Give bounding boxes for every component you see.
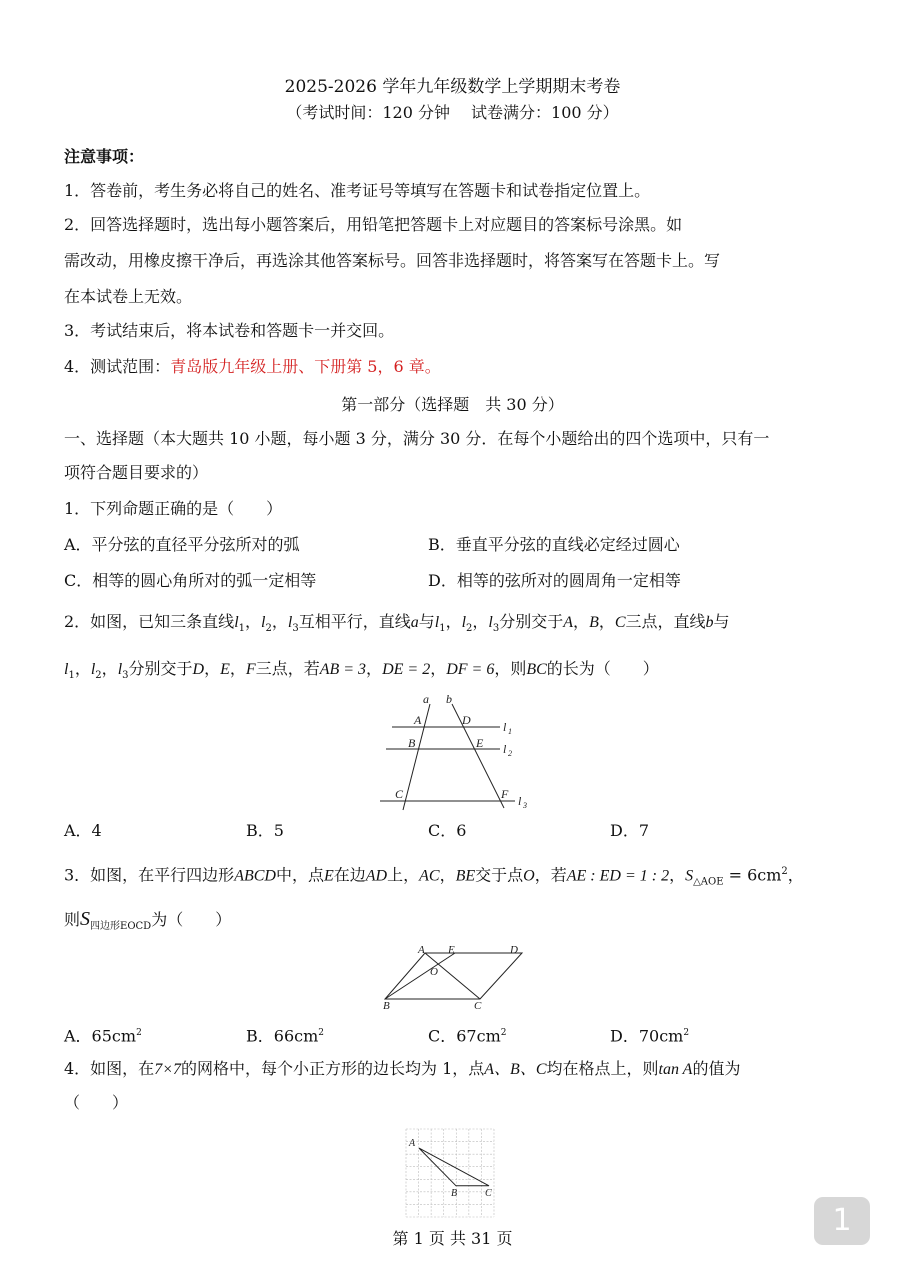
label-A: A [418,944,425,956]
exam-subtitle: （考试时间：120 分钟 试卷满分：100 分） [286,103,619,122]
label-l3: l [518,794,522,808]
triangle-abc [419,1148,489,1186]
q2-option-c[interactable]: C．6 [428,821,467,840]
notice-item-4 [64,356,441,378]
section-instruction-line-2: 项符合题目要求的） [64,463,209,482]
label-a: a [423,692,429,706]
label-D: D [510,944,518,956]
svg-text:3: 3 [523,801,527,810]
label-b: b [446,692,452,706]
label-D: D [462,713,471,727]
notice-item-2-line-2: 需改动，用橡皮擦干净后，再选涂其他答案标号。回答非选择题时，将答案写在答题卡上。写 [64,251,721,270]
q2-stem-line-1: 2．如图，已知三条直线$l_1$，$l_2$，$l_3$互相平行，直线a与$l_1$，$l_2$，$l_3$分别交于A，B，C三点，直线b与 [64,612,730,635]
q1-option-c[interactable]: C．相等的圆心角所对的弧一定相等 [64,571,317,590]
label-E: E [448,944,455,956]
exam-title: 2025-2026 学年九年级数学上学期期末考卷 [284,77,621,97]
q3-parallelogram-figure [375,943,535,1011]
notice-item-2-line-3: 在本试卷上无效。 [64,287,193,306]
q3-option-c[interactable]: C．$67cm^2$ [428,1026,507,1046]
line-b [452,704,504,808]
notice-item-2-line-1: 2．回答选择题时，选出每小题答案后，用铅笔把答题卡上对应题目的答案标号涂黑。如 [64,215,683,234]
segment-be [385,953,455,999]
test-range: 青岛版九年级上册、下册第 5，6 章。 [170,357,441,376]
label-B: B [383,1000,390,1011]
label-l2: l [503,742,507,756]
notice-item-3: 3．考试结束后，将本试卷和答题卡一并交回。 [64,321,395,340]
notice-item-1: 1．答卷前，考生务必将自己的姓名、准考证号等填写在答题卡和试卷指定位置上。 [64,181,651,200]
q1-stem: 1．下列命题正确的是（ ） [64,499,283,518]
label-O: O [430,966,438,978]
label-B: B [408,736,416,750]
label-C: C [395,787,404,801]
q4-stem-line-2: （ ） [64,1093,129,1112]
svg-text:2: 2 [508,749,512,758]
q2-option-b[interactable]: B．5 [246,821,284,840]
part1-heading: 第一部分（选择题 共 30 分） [341,395,564,414]
section-instruction-line-1: 一、选择题（本大题共 10 小题，每小题 3 分，满分 30 分．在每个小题给出的四个选项中，只有一 [64,429,770,448]
q3-option-a[interactable]: A．$65cm^2$ [64,1026,142,1046]
svg-text:1: 1 [508,727,512,736]
q2-stem-line-2: $l_1$，$l_2$，$l_3$分别交于D，E，F三点，若AB = 3，DE = 2，DF = 6，则BC的长为（ ） [64,659,659,682]
label-A: A [409,1138,416,1149]
page-number-badge[interactable]: 1 [814,1197,870,1245]
grid-lines [406,1129,494,1217]
label-C: C [485,1188,492,1199]
q1-option-b[interactable]: B．垂直平分弦的直线必定经过圆心 [428,535,680,554]
q2-option-d[interactable]: D．7 [610,821,650,840]
q4-grid-figure [404,1124,504,1218]
page-footer: 第 1 页 共 31 页 [392,1229,513,1248]
q3-stem-line-1: 3．如图，在平行四边形ABCD中，点E在边AD上，AC，BE交于点O，若AE : ED = 1 : 2，$S_{\triangle AOE} = 6cm^2$， [64,865,804,888]
notice-item-4-prefix: 4．测试范围： [64,357,171,376]
q2-parallel-lines-figure [370,690,540,815]
q3-stem-line-2: 则$S_{四边形EOCD}$为（ ） [64,908,232,933]
label-C: C [474,1000,482,1011]
q2-option-a[interactable]: A．4 [64,821,102,840]
label-l1: l [503,720,507,734]
q1-option-a[interactable]: A．平分弦的直径平分弦所对的弧 [64,535,300,554]
q4-stem-line-1: 4．如图，在7×7的网格中，每个小正方形的边长均为 1，点A、B、C均在格点上，则tan A的值为 [64,1059,741,1078]
notice-heading: 注意事项： [64,147,145,166]
q1-option-d[interactable]: D．相等的弦所对的圆周角一定相等 [428,571,681,590]
label-B: B [451,1188,458,1199]
label-F: F [501,787,509,801]
label-E: E [476,736,484,750]
parallelogram-abcd [385,953,522,999]
q3-option-b[interactable]: B．$66cm^2$ [246,1026,324,1046]
label-A: A [414,713,422,727]
q3-option-d[interactable]: D．$70cm^2$ [610,1026,690,1046]
